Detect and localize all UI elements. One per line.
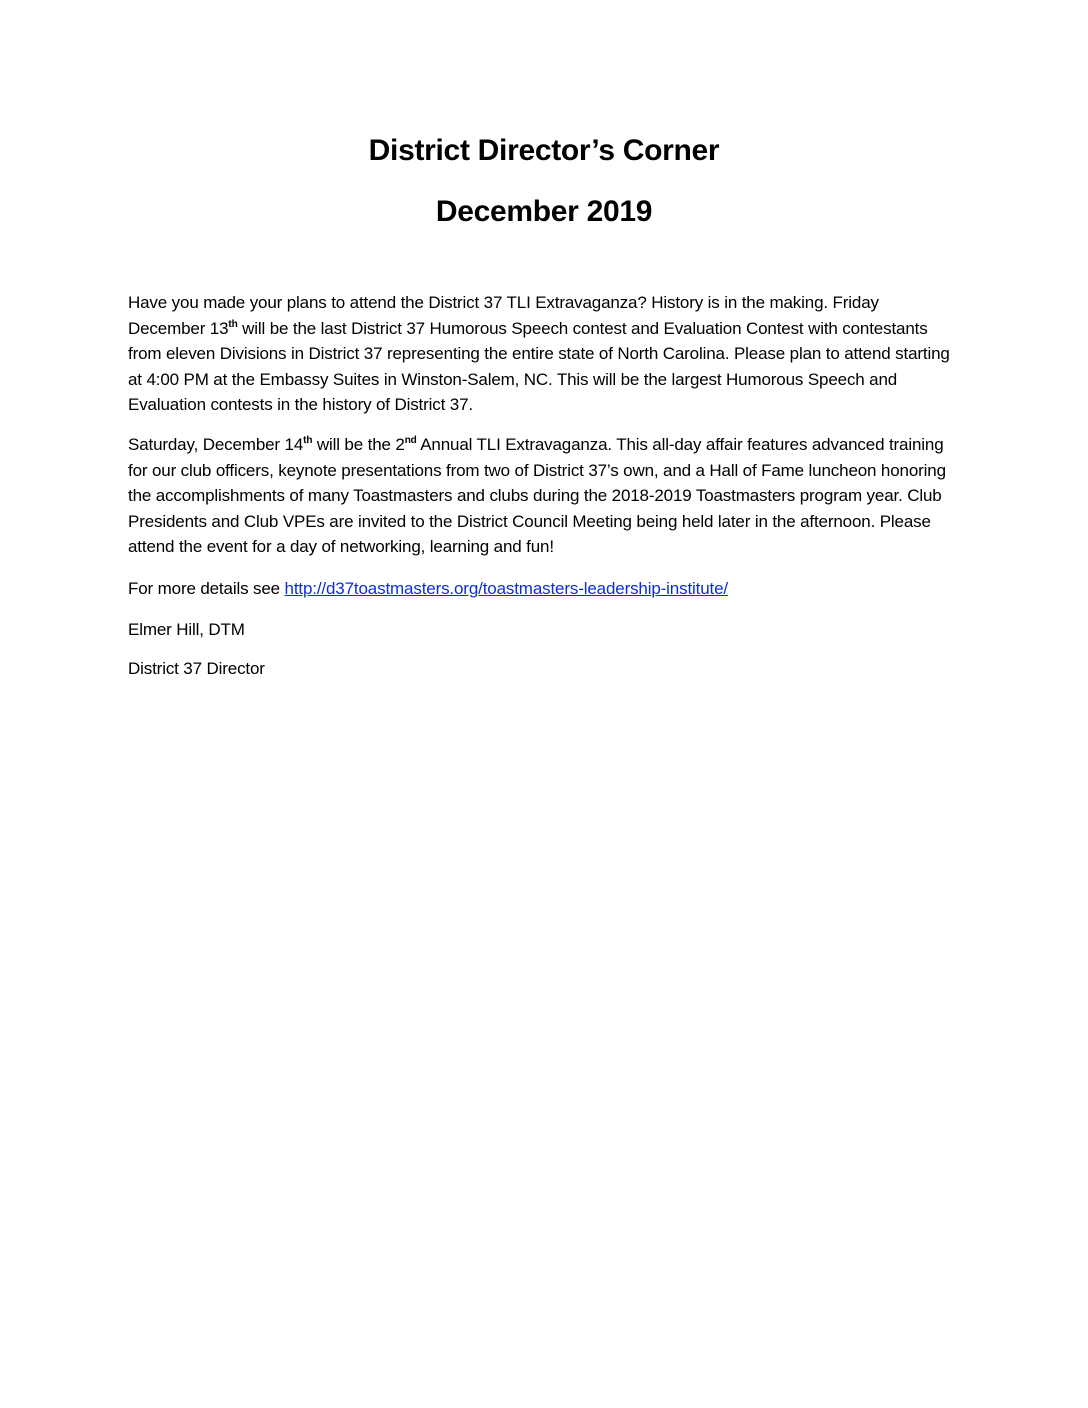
tli-details-link[interactable]: http://d37toastmasters.org/toastmasters-leadership-institute/ xyxy=(284,579,728,598)
paragraph-tli-extravaganza xyxy=(128,432,958,560)
paragraph-text: will be the last District 37 Humorous Speech contest and Evaluation Contest with contestants from eleven Divisions in District 37 representing the entire state of North Carolina. Please plan to attend starting at 4:00 PM at the Embassy Suites in Winston-Salem, NC. This will be the largest Humorous Speech and Evaluation contests in the history of District 37. xyxy=(128,318,950,414)
signature-name: Elmer Hill, DTM xyxy=(128,620,245,639)
ordinal-suffix: th xyxy=(303,435,313,446)
paragraph-speech-contests xyxy=(128,290,958,418)
ordinal-suffix: th xyxy=(228,318,238,330)
details-prefix: For more details see xyxy=(128,579,285,598)
signature-title: District 37 Director xyxy=(128,659,265,678)
paragraph-text: will be the 2 xyxy=(312,435,405,454)
details-line xyxy=(128,576,958,602)
paragraph-text: Have you made your plans to attend the District 37 TLI Extravaganza? History is in the making. Friday December 13 xyxy=(128,293,879,338)
page-title: District Director’s Corner xyxy=(368,134,720,167)
paragraph-text: Annual TLI Extravaganza. This all-day affair features advanced training for our club officers, keynote presentations from two of District 37’s own, and a Hall of Fame luncheon honoring the accomplishments of many Toastmasters and clubs during the 2018-2019 Toastmasters program year. Club Presidents and Club VPEs are invited to the District Council Meeting being held later in the afternoon. Please attend the event for a day of networking, learning and fun! xyxy=(128,435,946,556)
page-subtitle-date: December 2019 xyxy=(435,195,653,228)
paragraph-text: Saturday, December 14 xyxy=(128,435,304,454)
ordinal-suffix: nd xyxy=(404,435,417,446)
